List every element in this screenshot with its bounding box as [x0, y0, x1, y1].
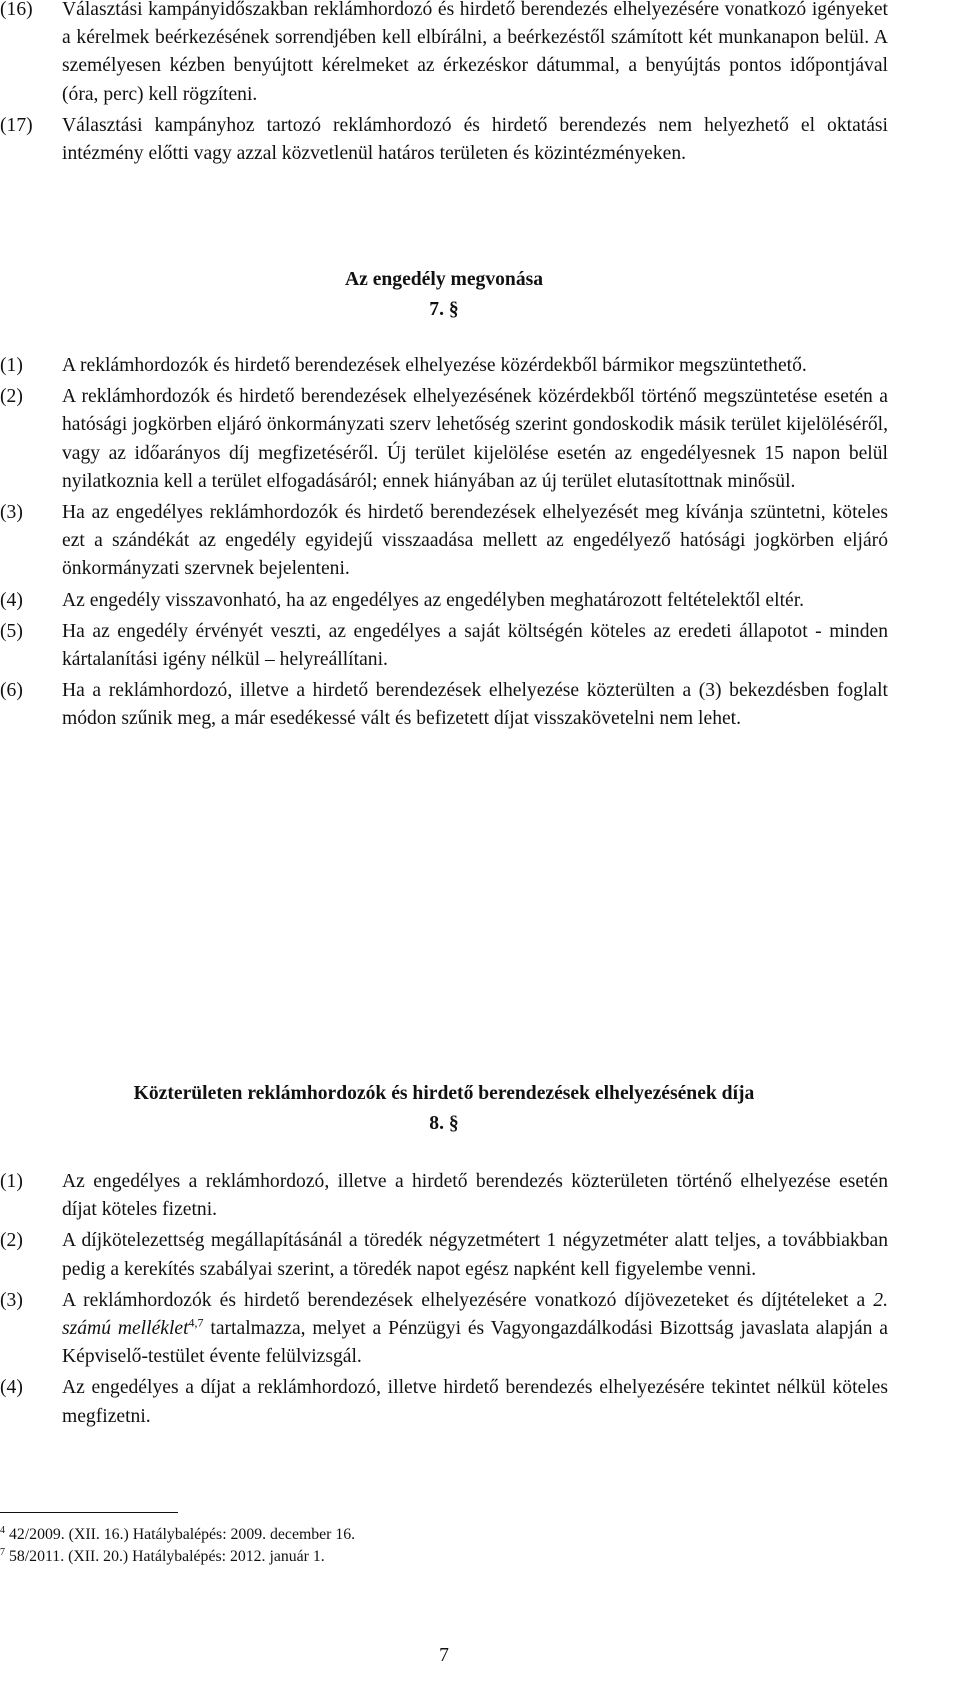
paragraph-number: (4) [0, 589, 23, 611]
paragraph-text-start: A reklámhordozók és hirdető berendezések elhelyezésére vonatkozó díjövezeteket és díjtételeket a [62, 1289, 874, 1311]
footnote-text: 42/2009. (XII. 16.) Hatálybalépés: 2009. december 16. [9, 1526, 356, 1543]
paragraph-number: (2) [0, 1230, 23, 1252]
paragraph-number: (3) [0, 1289, 23, 1311]
paragraph-number: (1) [0, 1171, 23, 1192]
section-7-body [0, 352, 888, 737]
paragraph-number: (6) [0, 680, 23, 702]
paragraph-text: Az engedély visszavonható, ha az engedélyes az engedélyben meghatározott feltételektől eltér. [62, 589, 805, 611]
annex-reference: 2. számú melléklet [62, 1289, 888, 1340]
paragraph-text: Ha az engedélyes reklámhordozók és hirdető berendezések elhelyezését meg kívánja szüntetni, köteles ezt a szándékát az engedély egyidejű visszaadása mellett az engedélyező hatósági jogkörben eljáró önkormányzati szervnek bejelenteni. [62, 502, 888, 580]
paragraph-block-1 [0, 0, 888, 171]
footnote-text: 58/2011. (XII. 20.) Hatálybalépés: 2012. január 1. [9, 1548, 325, 1565]
section-8-paragraph-3 [0, 1287, 888, 1372]
paragraph-text: A reklámhordozók és hirdető berendezések elhelyezésének közérdekből történő megszüntetése esetén a hatósági jogkörben eljáró önkormányzati szerv lehetőség szerint gondoskodik másik terület kijelöléséről, vagy az időarányos díj megfizetéséről. Új terület kijelölése esetén az engedélyesnek 15 napon belül nyilatkoznia kell a terület elfogadásáról; ennek hiányában az új terület elutasítottnak minősül. [62, 386, 888, 492]
footnote-4 [0, 1524, 355, 1546]
paragraph-number: (1) [0, 355, 23, 376]
section-7-paragraph-6 [0, 677, 888, 733]
paragraph-text: Ha a reklámhordozó, illetve a hirdető berendezések elhelyezése közterülten a (3) bekezdésben foglalt módon szűnik meg, a már esedékessé vált és befizetett díjat visszakövetelni nem lehet. [62, 680, 888, 730]
section-7-paragraph-5 [0, 618, 888, 674]
section-7-paragraph-1 [0, 352, 888, 380]
paragraph-text: A reklámhordozók és hirdető berendezések elhelyezése közérdekből bármikor megszüntethető. [62, 355, 807, 376]
section-7-paragraph-4 [0, 587, 888, 615]
section-7-paragraph-3 [0, 499, 888, 584]
footnote-mark: 4 [0, 1524, 5, 1536]
footnote-mark: 7 [0, 1546, 5, 1558]
paragraph-16 [0, 0, 888, 109]
footnote-7 [0, 1546, 325, 1568]
paragraph-text: Az engedélyes a díjat a reklámhordozó, illetve hirdető berendezés elhelyezésére tekintet nélkül köteles megfizetni. [62, 1377, 888, 1427]
footnote-divider [0, 1512, 178, 1513]
paragraph-17 [0, 112, 888, 168]
section-7-paragraph-2 [0, 383, 888, 496]
paragraph-text: Választási kampányhoz tartozó reklámhordozó és hirdető berendezés nem helyezhető el oktatási intézmény előtti vagy azzal közvetlenül határos területen és közintézményeken. [62, 114, 888, 165]
section-8-body [0, 1168, 888, 1434]
paragraph-number: (5) [0, 620, 23, 642]
paragraph-number: (4) [0, 1377, 23, 1399]
section-8-paragraph-1 [0, 1168, 888, 1224]
section-8-number: 8. § [429, 1113, 459, 1134]
section-7-title: Az engedély megvonása [344, 269, 544, 290]
paragraph-text-end: tartalmazza, melyet a Pénzügyi és Vagyongazdálkodási Bizottság javaslata alapján a Képviselő-testület évente felülvizsgál. [62, 1318, 888, 1368]
footnote-reference: 4,7 [188, 1315, 204, 1330]
section-8-paragraph-2 [0, 1227, 888, 1283]
paragraph-text: Az engedélyes a reklámhordozó, illetve a hirdető berendezés közterületen történő elhelyezése esetén díjat köteles fizetni. [62, 1171, 888, 1221]
paragraph-number: (3) [0, 502, 23, 524]
paragraph-text: Választási kampányidőszakban reklámhordozó és hirdető berendezés elhelyezésére vonatkozó igényeket a kérelmek beérkezésének sorrendjében kell elbírálni, a beérkezéstől számított két munkanapon belül. A személyesen kézben benyújtott kérelmeket az érkezéskor dátummal, a benyújtás pontos időpontjával (óra, perc) kell rögzíteni. [62, 0, 888, 105]
paragraph-number: (16) [0, 0, 33, 20]
page-number: 7 [439, 1645, 449, 1666]
paragraph-number: (17) [0, 114, 33, 136]
paragraph-text: Ha az engedély érvényét veszti, az engedélyes a saját költségén köteles az eredeti állapotot - minden kártalanítási igény nélkül – helyreállítani. [62, 620, 888, 671]
section-7-number: 7. § [429, 299, 459, 320]
section-8-paragraph-4 [0, 1374, 888, 1430]
paragraph-number: (2) [0, 386, 23, 408]
paragraph-text: A díjkötelezettség megállapításánál a töredék négyzetmétert 1 négyzetméter alatt teljes, a továbbiakban pedig a kerekítés szabályai szerint, a töredék napot egész napként kell figyelembe venni. [62, 1230, 888, 1280]
section-8-title: Közterületen reklámhordozók és hirdető berendezések elhelyezésének díja [133, 1083, 755, 1104]
